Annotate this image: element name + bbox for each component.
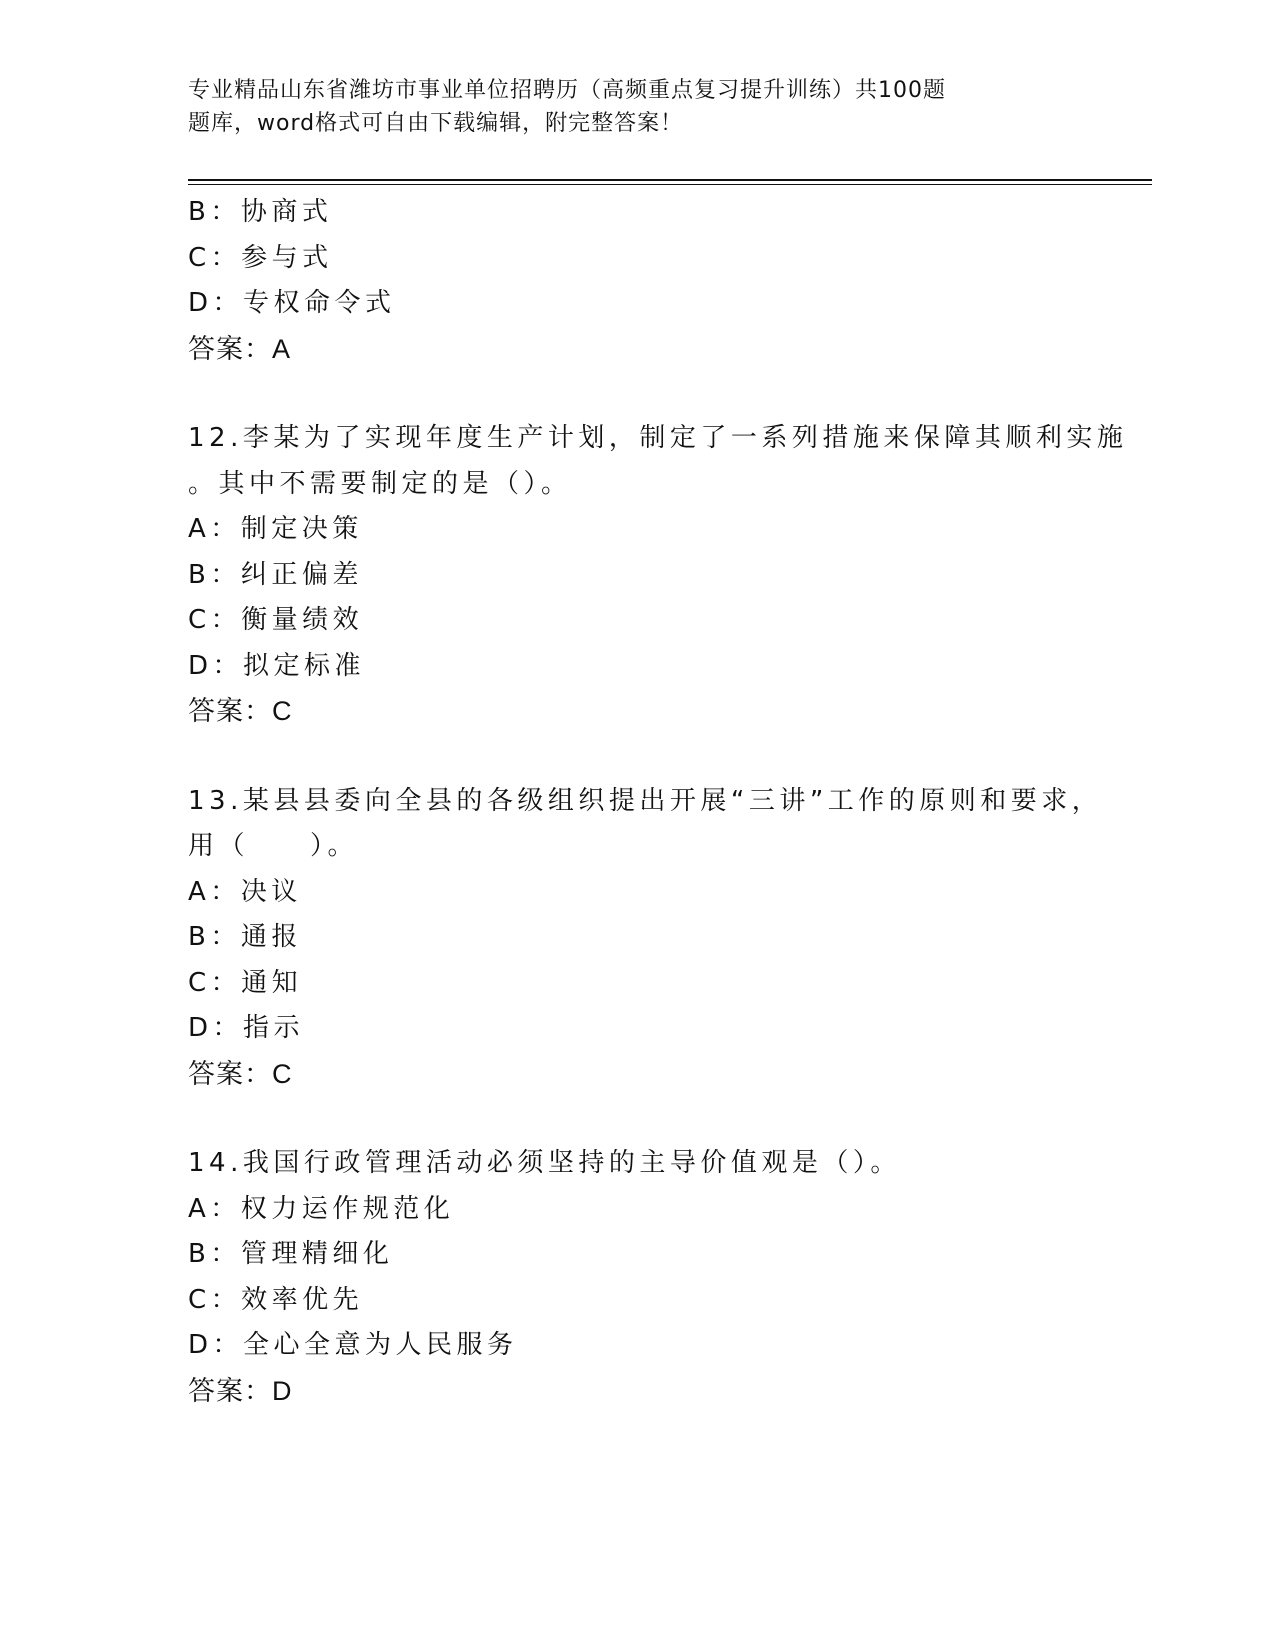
option-b: B：纠正偏差	[188, 559, 363, 590]
option-b: B：协商式	[188, 197, 333, 227]
header-title-line-2: 题库，word格式可自由下载编辑，附完整答案！	[188, 111, 684, 136]
option-a: A：权力运作规范化	[188, 1193, 455, 1224]
question-stem: 14.我国行政管理活动必须坚持的主导价值观是（）。	[188, 1148, 901, 1178]
header-divider-thick	[188, 179, 1152, 181]
option-a: A：决议	[188, 876, 302, 907]
header-title-line-1: 专业精品山东省潍坊市事业单位招聘历（高频重点复习提升训练）共100题	[188, 78, 946, 103]
spacer	[188, 372, 1088, 416]
spacer	[188, 1097, 1088, 1141]
question-11-continued	[188, 190, 1088, 372]
option-d: D：指示	[188, 1013, 305, 1043]
answer: 答案：A	[188, 333, 292, 364]
page-header	[188, 74, 1068, 140]
question-stem: 13.某县县委向全县的各级组织提出开展“三讲”工作的原则和要求，	[188, 785, 1103, 816]
question-stem-continued: 用（ ）。	[188, 831, 359, 861]
option-b: B：通报	[188, 922, 302, 952]
option-c: C：衡量绩效	[188, 605, 364, 635]
option-d: D：全心全意为人民服务	[188, 1330, 518, 1360]
option-c: C：参与式	[188, 242, 333, 273]
answer: 答案：C	[188, 1058, 293, 1089]
question-list	[188, 190, 1128, 1414]
question-stem-continued: 。其中不需要制定的是（）。	[188, 468, 572, 499]
option-c: C：通知	[188, 967, 303, 998]
question-14	[188, 1141, 1088, 1414]
answer: 答案：C	[188, 696, 293, 726]
option-d: D：拟定标准	[188, 650, 366, 681]
option-b: B：管理精细化	[188, 1239, 394, 1269]
question-stem: 12.李某为了实现年度生产计划，制定了一系列措施来保障其顺利实施	[188, 423, 1128, 453]
answer: 答案：D	[188, 1375, 293, 1406]
spacer	[188, 735, 1088, 779]
option-c: C：效率优先	[188, 1284, 364, 1315]
option-d: D：专权命令式	[188, 288, 396, 318]
question-12	[188, 416, 1128, 735]
option-a: A：制定决策	[188, 514, 363, 544]
question-13	[188, 779, 1103, 1098]
header-divider-thin	[188, 184, 1152, 185]
